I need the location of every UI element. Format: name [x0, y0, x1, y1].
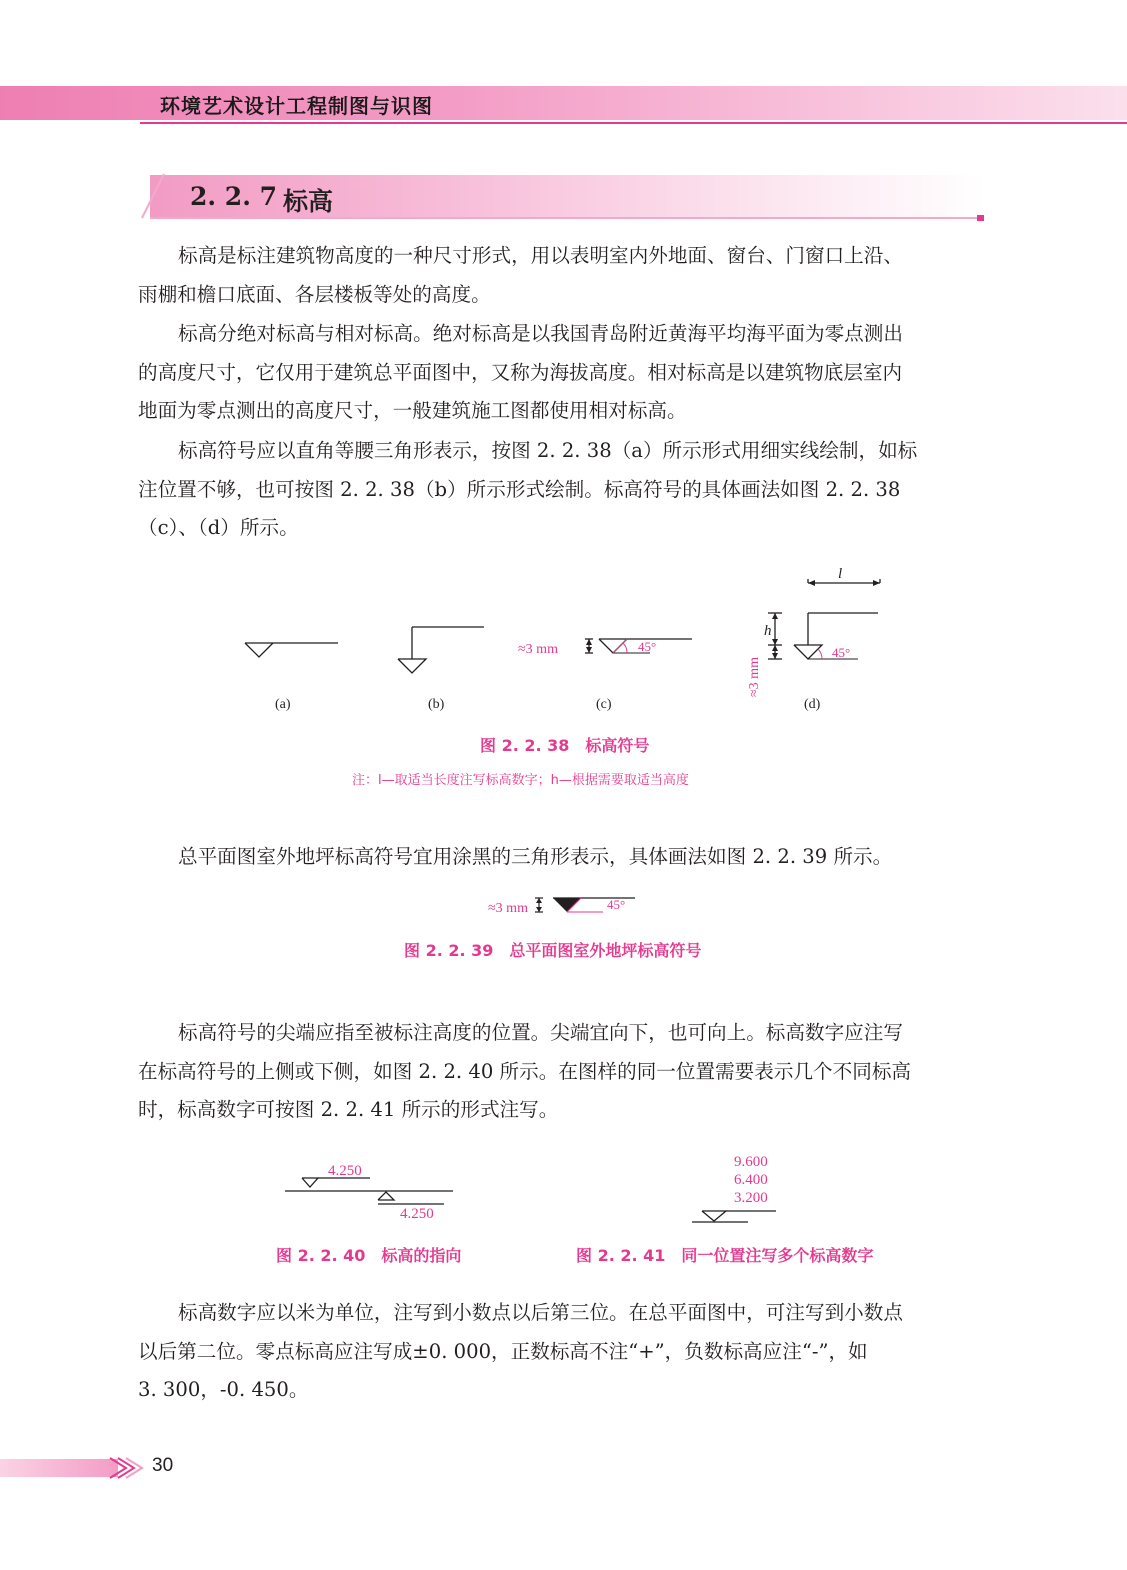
page-number: 30: [152, 1455, 174, 1476]
text-line: 标高符号的尖端应指至被标注高度的位置。尖端宜向下，也可向上。标高数字应注写: [178, 1021, 903, 1044]
text-line: 总平面图室外地坪标高符号宜用涂黑的三角形表示，具体画法如图 2. 2. 39 所示。: [178, 845, 893, 868]
figure-caption-2-2-41: 图 2. 2. 41 同一位置注写多个标高数字: [576, 1246, 874, 1265]
figure-caption-2-2-38: 图 2. 2. 38 标高符号: [480, 736, 650, 755]
paragraph-2: [138, 315, 993, 431]
text-line: 标高数字应以米为单位，注写到小数点以后第三位。在总平面图中，可注写到小数点: [178, 1301, 903, 1324]
elevation-value-1: 9.600: [734, 1154, 768, 1170]
paragraph-5: [138, 1014, 993, 1130]
text-line: 雨棚和檐口底面、各层楼板等处的高度。: [138, 282, 491, 306]
paragraph-6: [138, 1294, 993, 1410]
dim-l-label: l: [838, 566, 843, 582]
figure-2-2-39: [485, 890, 645, 926]
figure-2-2-40: [280, 1155, 460, 1225]
book-title: 环境艺术设计工程制图与识图: [160, 94, 433, 118]
paragraph-3: [138, 432, 993, 548]
elevation-value-upper: 4.250: [328, 1163, 362, 1179]
sublabel-a: (a): [275, 697, 291, 712]
text-line: 以后第二位。零点标高应注写成±0. 000，正数标高不注“+”，负数标高应注“-”，如: [138, 1339, 868, 1363]
angle-label: 45°: [607, 897, 626, 912]
paragraph-4: [138, 838, 993, 877]
sublabel-c: (c): [596, 697, 612, 712]
dim-h-label: h: [764, 623, 772, 639]
section-slash-decoration: [138, 172, 168, 220]
section-number: 2. 2. 7: [190, 182, 277, 211]
section-underline: [150, 217, 980, 219]
header-rule: [140, 122, 1127, 124]
sublabel-d: (d): [804, 697, 821, 712]
figure-2-2-38: [230, 565, 910, 720]
paragraph-1: [138, 237, 993, 314]
sublabel-b: (b): [428, 697, 445, 712]
text-line: 时，标高数字可按图 2. 2. 41 所示的形式注写。: [138, 1098, 559, 1121]
text-line: 标高符号应以直角等腰三角形表示，按图 2. 2. 38（a）所示形式用细实线绘制，如标: [178, 439, 918, 462]
dim-3mm-label-c: ≈3 mm: [518, 642, 558, 657]
text-line: 3. 300，-0. 450。: [138, 1378, 309, 1401]
figure-caption-2-2-40: 图 2. 2. 40 标高的指向: [276, 1246, 462, 1265]
elevation-value-2: 6.400: [734, 1172, 768, 1188]
figure-2-2-41: [690, 1148, 800, 1228]
text-line: 的高度尺寸，它仅用于建筑总平面图中，又称为海拔高度。相对标高是以建筑物底层室内: [138, 360, 903, 384]
figure-caption-2-2-39: 图 2. 2. 39 总平面图室外地坪标高符号: [404, 941, 702, 960]
elevation-value-3: 3.200: [734, 1190, 768, 1206]
text-line: 在标高符号的上侧或下侧，如图 2. 2. 40 所示。在图样的同一位置需要表示几个不同标高: [138, 1059, 912, 1083]
dim-3mm-label: ≈3 mm: [488, 901, 528, 916]
text-line: 注位置不够，也可按图 2. 2. 38（b）所示形式绘制。标高符号的具体画法如图 2. 2. 38: [138, 477, 901, 501]
text-line: 标高分绝对标高与相对标高。绝对标高是以我国青岛附近黄海平均海平面为零点测出: [178, 322, 903, 345]
text-line: 标高是标注建筑物高度的一种尺寸形式，用以表明室内外地面、窗台、门窗口上沿、: [178, 244, 903, 267]
section-dot: [977, 215, 984, 221]
section-title: 标高: [283, 187, 334, 216]
dim-3mm-label-d: ≈3 mm: [747, 657, 762, 697]
angle-label-d: 45°: [832, 645, 851, 660]
footer-arrow-band: [0, 1456, 150, 1480]
text-line: 地面为零点测出的高度尺寸，一般建筑施工图都使用相对标高。: [138, 399, 687, 422]
angle-label-c: 45°: [638, 639, 657, 654]
text-line: （c）、（d）所示。: [138, 516, 299, 539]
figure-note-2-2-38: 注：l—取适当长度注写标高数字；h—根据需要取适当高度: [352, 773, 689, 788]
elevation-value-lower: 4.250: [400, 1206, 434, 1222]
